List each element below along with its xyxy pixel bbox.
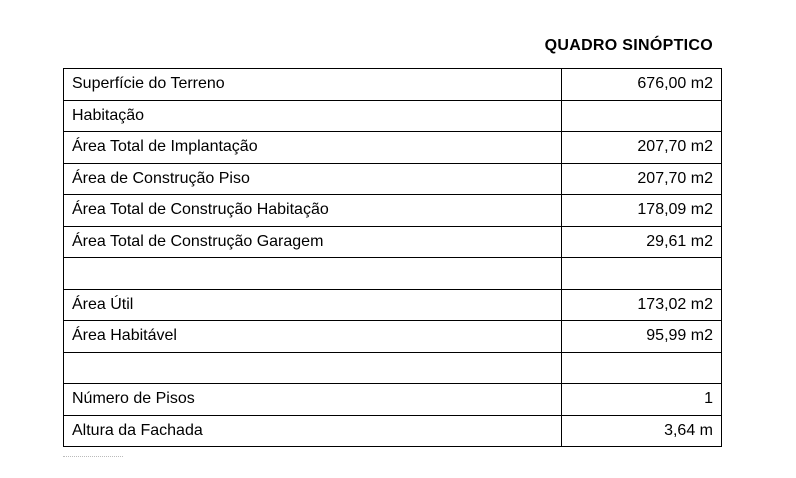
- row-value: 173,02 m2: [562, 289, 722, 321]
- table-row: [64, 226, 722, 258]
- row-value: 95,99 m2: [562, 321, 722, 353]
- table-row: [64, 100, 722, 132]
- table-row: [64, 258, 722, 290]
- divider: [63, 456, 123, 460]
- row-label: Área de Construção Piso: [64, 163, 562, 195]
- row-value: [562, 100, 722, 132]
- row-label: Número de Pisos: [64, 384, 562, 416]
- table-row: [64, 321, 722, 353]
- row-label: Superfície do Terreno: [64, 69, 562, 101]
- table-row: [64, 289, 722, 321]
- row-value: 3,64 m: [562, 415, 722, 447]
- row-label: Área Habitável: [64, 321, 562, 353]
- table-row: [64, 415, 722, 447]
- table-row: [64, 163, 722, 195]
- row-value: 1: [562, 384, 722, 416]
- row-label: Área Total de Implantação: [64, 132, 562, 164]
- table-row: [64, 69, 722, 101]
- row-label: Habitação: [64, 100, 562, 132]
- row-value: 207,70 m2: [562, 163, 722, 195]
- table-row: [64, 352, 722, 384]
- row-value: 207,70 m2: [562, 132, 722, 164]
- synoptic-table: [63, 68, 722, 447]
- row-value: 29,61 m2: [562, 226, 722, 258]
- row-value: [562, 352, 722, 384]
- table-row: [64, 195, 722, 227]
- row-label: Área Útil: [64, 289, 562, 321]
- row-label: [64, 352, 562, 384]
- row-label: Área Total de Construção Habitação: [64, 195, 562, 227]
- row-value: 676,00 m2: [562, 69, 722, 101]
- page-title: QUADRO SINÓPTICO: [544, 37, 713, 54]
- row-label: [64, 258, 562, 290]
- row-label: Altura da Fachada: [64, 415, 562, 447]
- table-body: [64, 69, 722, 447]
- row-value: 178,09 m2: [562, 195, 722, 227]
- row-value: [562, 258, 722, 290]
- table-row: [64, 384, 722, 416]
- table-row: [64, 132, 722, 164]
- row-label: Área Total de Construção Garagem: [64, 226, 562, 258]
